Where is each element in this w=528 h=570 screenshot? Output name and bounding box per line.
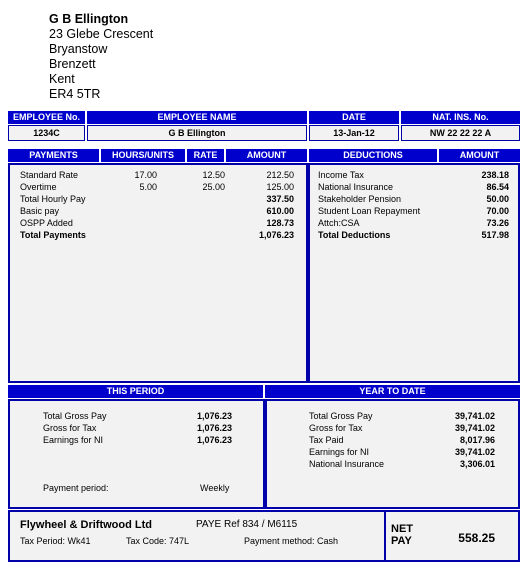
- ytd-label: Total Gross Pay: [309, 411, 373, 421]
- net-pay-label-line-2: PAY: [391, 535, 412, 547]
- tax-code: Tax Code: 747L: [126, 536, 190, 546]
- deductions-header: DEDUCTIONS: [309, 149, 437, 162]
- total-deductions-amount: 517.98: [481, 230, 509, 240]
- ytd-value: 8,017.96: [459, 435, 495, 445]
- deductions-amount-header: AMOUNT: [439, 149, 520, 162]
- deduction-amount: 50.00: [486, 194, 509, 204]
- deduction-amount: 238.18: [481, 170, 509, 180]
- payments-header: PAYMENTS: [8, 149, 99, 162]
- deduction-label: National Insurance: [318, 182, 394, 192]
- payment-label: Basic pay: [20, 206, 60, 216]
- ytd-label: National Insurance: [309, 459, 385, 469]
- deduction-label: Income Tax: [318, 170, 364, 180]
- company-name: Flywheel & Driftwood Ltd: [20, 519, 152, 531]
- paye-ref: PAYE Ref 834 / M6115: [196, 519, 298, 530]
- this-period-value: 1,076.23: [196, 411, 232, 421]
- address-line: ER4 5TR: [49, 87, 101, 101]
- net-pay-label-line-1: NET: [391, 523, 413, 535]
- ytd-label: Earnings for NI: [309, 447, 370, 457]
- total-payments-label: Total Payments: [20, 230, 86, 240]
- employee-address: [49, 12, 153, 102]
- date-value: 13-Jan-12: [309, 125, 399, 141]
- address-line: 23 Glebe Crescent: [49, 27, 154, 41]
- ytd-value: 39,741.02: [454, 423, 495, 433]
- hours-units-header: HOURS/UNITS: [101, 149, 185, 162]
- payment-amount: 128.73: [266, 218, 294, 228]
- this-period-label: Gross for Tax: [43, 423, 97, 433]
- amount-header: AMOUNT: [226, 149, 307, 162]
- deduction-amount: 73.26: [486, 218, 509, 228]
- employee-no-value: 1234C: [8, 125, 85, 141]
- payment-hours: 5.00: [139, 182, 157, 192]
- payment-amount: 212.50: [266, 170, 294, 180]
- payment-hours: 17.00: [134, 170, 157, 180]
- payment-amount: 610.00: [266, 206, 294, 216]
- ytd-label: Gross for Tax: [309, 423, 363, 433]
- payment-label: Total Hourly Pay: [20, 194, 86, 204]
- rate-header: RATE: [187, 149, 224, 162]
- nat-ins-value: NW 22 22 22 A: [401, 125, 520, 141]
- payment-rate: 25.00: [202, 182, 225, 192]
- total-deductions-label: Total Deductions: [318, 230, 391, 240]
- payment-period-value: Weekly: [200, 483, 230, 493]
- address-line: Bryanstow: [49, 42, 108, 56]
- deduction-amount: 70.00: [486, 206, 509, 216]
- payment-label: OSPP Added: [20, 218, 73, 228]
- payment-amount: 125.00: [266, 182, 294, 192]
- this-period-label: Total Gross Pay: [43, 411, 107, 421]
- deduction-label: Stakeholder Pension: [318, 194, 402, 204]
- employee-name-header: EMPLOYEE NAME: [87, 111, 307, 124]
- ytd-value: 3,306.01: [459, 459, 495, 469]
- employee-name-value: G B Ellington: [87, 125, 307, 141]
- payment-rate: 12.50: [202, 170, 225, 180]
- ytd-value: 39,741.02: [454, 411, 495, 421]
- date-header: DATE: [309, 111, 399, 124]
- tax-period: Tax Period: Wk41: [20, 536, 91, 546]
- year-to-date-header: YEAR TO DATE: [265, 385, 520, 398]
- address-line: Brenzett: [49, 57, 96, 71]
- payment-label: Overtime: [20, 182, 57, 192]
- this-period-value: 1,076.23: [196, 435, 232, 445]
- payment-method: Payment method: Cash: [244, 536, 339, 546]
- nat-ins-header: NAT. INS. No.: [401, 111, 520, 124]
- address-line: Kent: [49, 72, 75, 86]
- this-period-label: Earnings for NI: [43, 435, 104, 445]
- this-period-value: 1,076.23: [196, 423, 232, 433]
- net-pay-value: 558.25: [458, 531, 495, 545]
- payment-period-label: Payment period:: [43, 483, 109, 493]
- payment-label: Standard Rate: [20, 170, 79, 180]
- payment-amount: 337.50: [266, 194, 294, 204]
- this-period-header: THIS PERIOD: [8, 385, 263, 398]
- total-payments-amount: 1,076.23: [258, 230, 294, 240]
- deduction-label: Attch:CSA: [318, 218, 360, 228]
- deduction-label: Student Loan Repayment: [318, 206, 421, 216]
- address-line-name: G B Ellington: [49, 12, 129, 26]
- ytd-label: Tax Paid: [309, 435, 344, 445]
- deduction-amount: 86.54: [486, 182, 509, 192]
- employee-no-header: EMPLOYEE No.: [8, 111, 85, 124]
- ytd-value: 39,741.02: [454, 447, 495, 457]
